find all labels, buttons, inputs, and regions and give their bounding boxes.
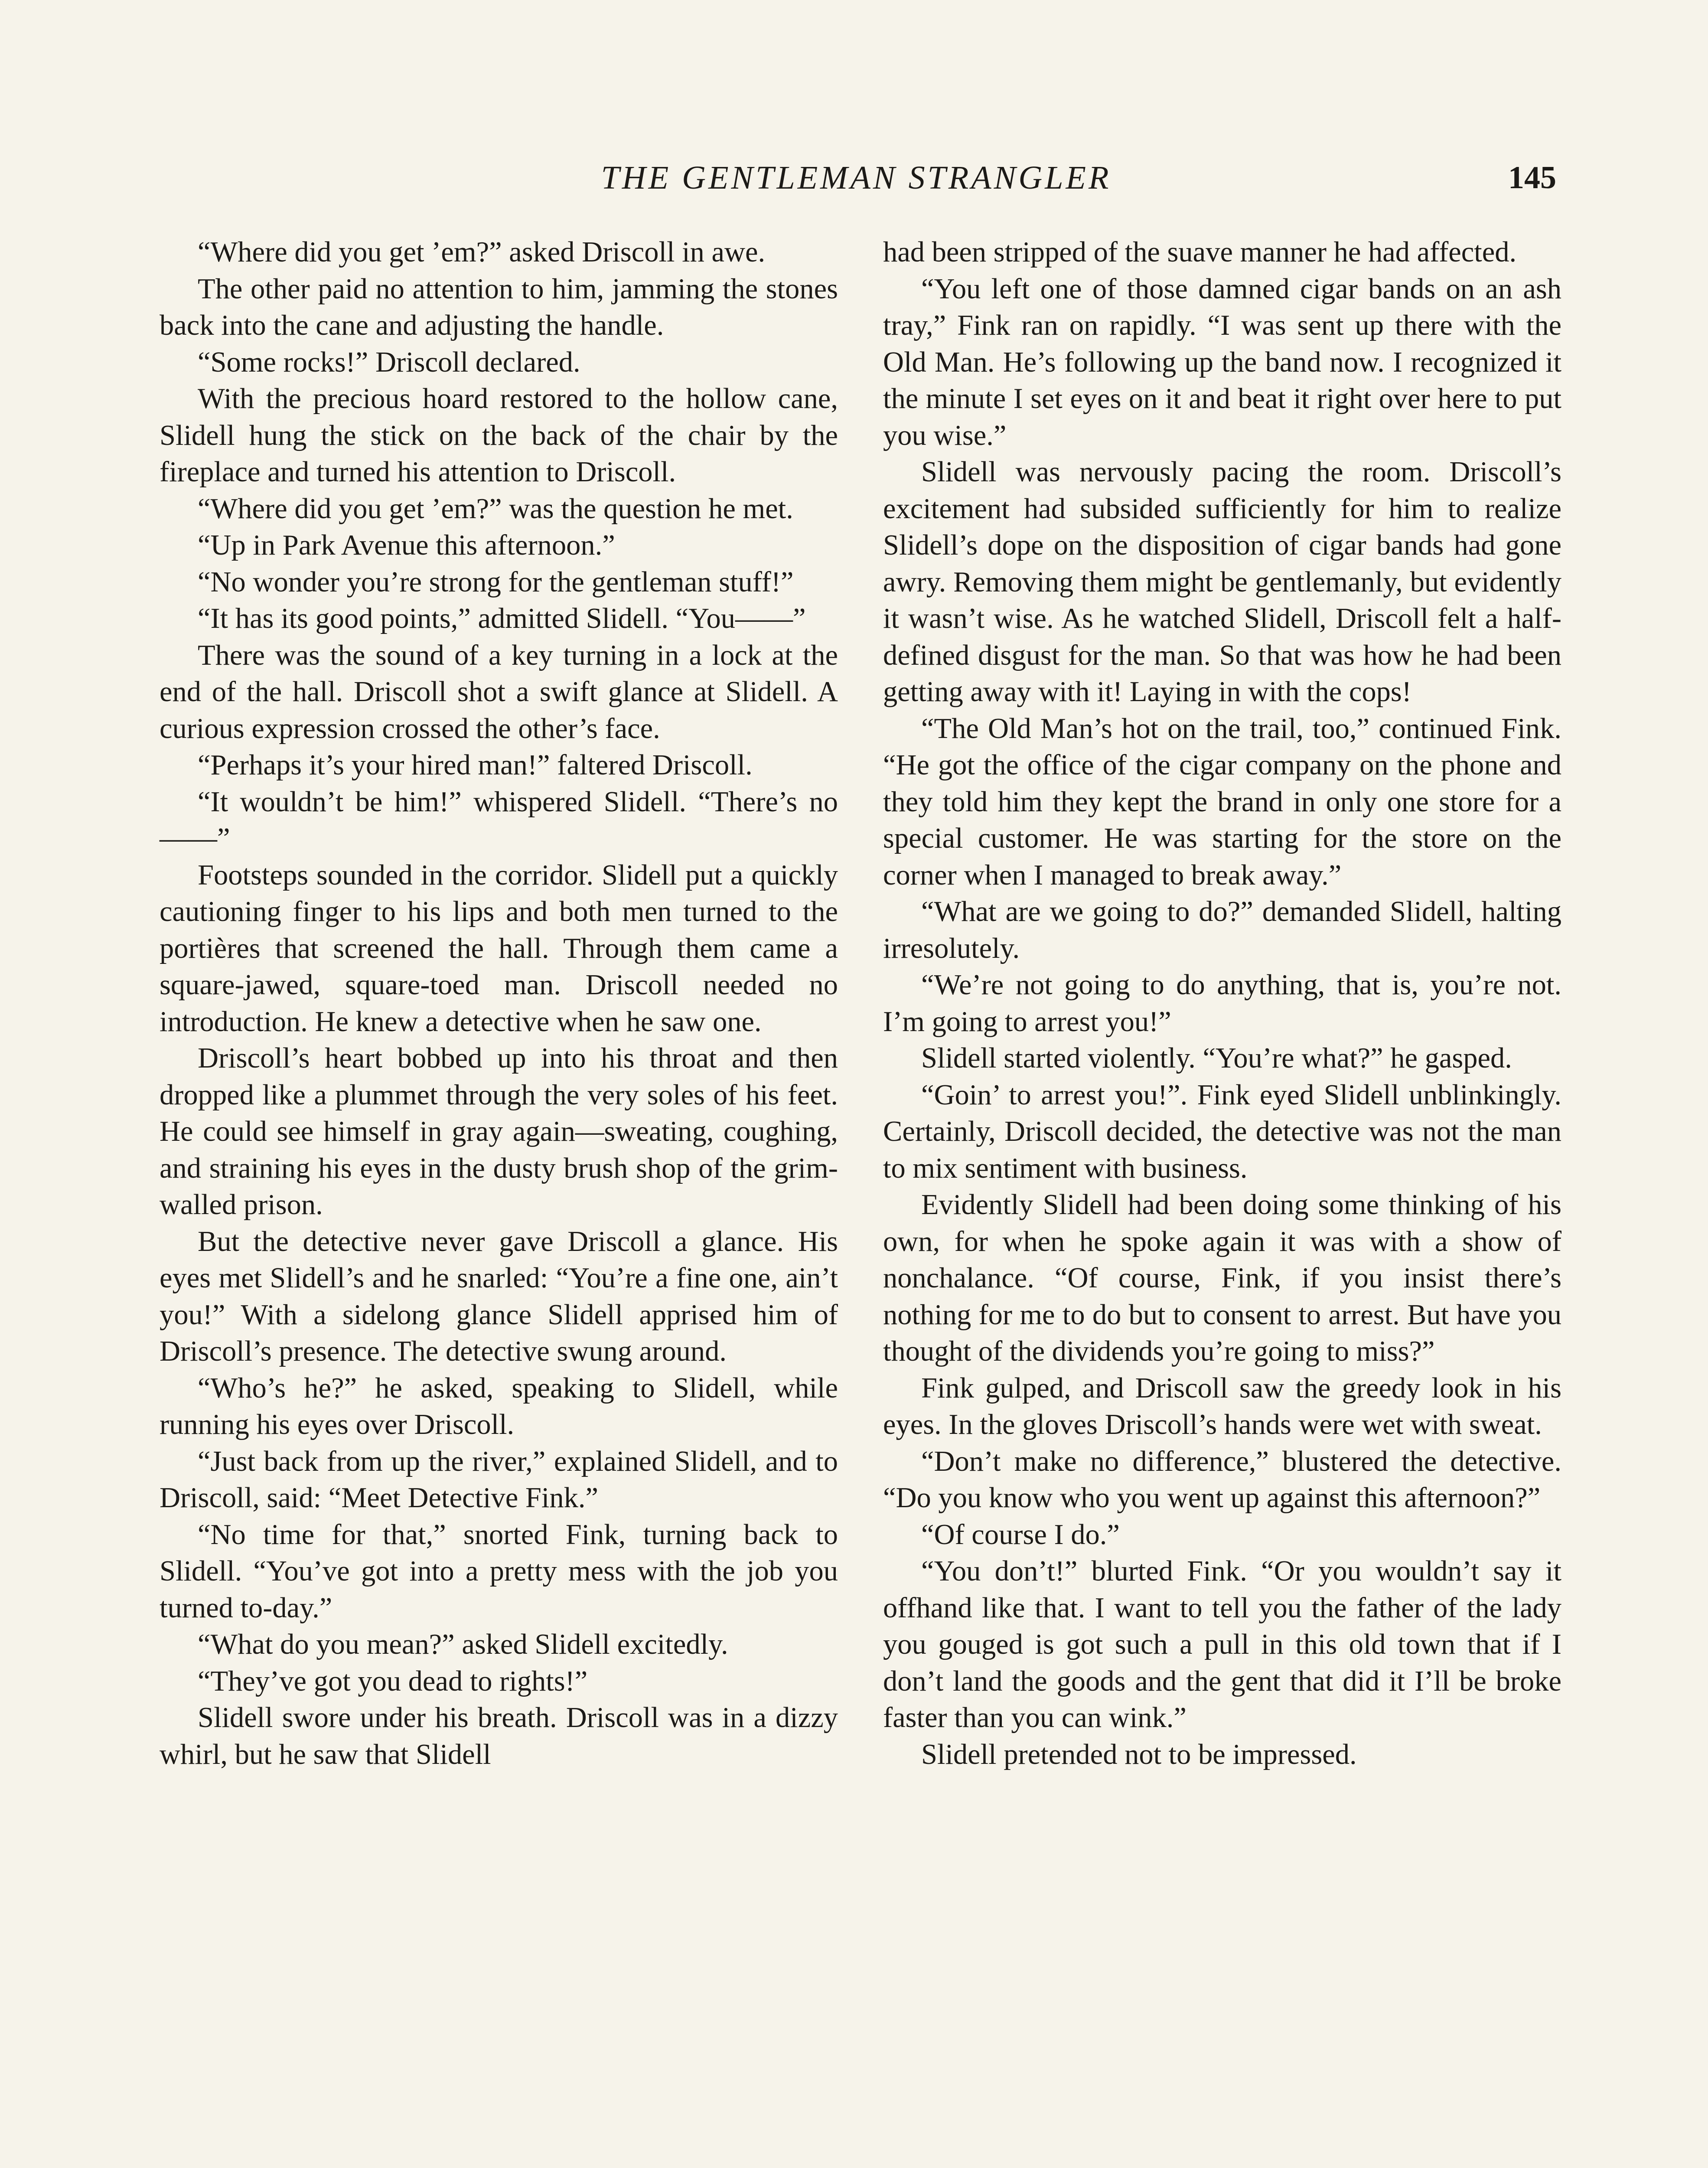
paragraph: “The Old Man’s hot on the trail, too,” continued Fink. “He got the office of the cigar company on the phone and they told him they kept the brand in only one store for a special customer. He was starting for the store on the corner when I managed to break away.” — [883, 712, 1561, 891]
paragraph: “Some rocks!” Driscoll declared. — [198, 346, 580, 378]
paragraph: “Of course I do.” — [921, 1518, 1120, 1551]
paragraph: “They’ve got you dead to rights!” — [198, 1665, 588, 1697]
paragraph: Slidell pretended not to be impressed. — [921, 1738, 1357, 1770]
paragraph: “What are we going to do?” demanded Slidell, halting irresolutely. — [883, 896, 1561, 964]
paragraph: “It has its good points,” admitted Slidell. “You——” — [198, 603, 806, 634]
paragraph: “Just back from up the river,” explained Slidell, and to Driscoll, said: “Meet Detective Fink.” — [160, 1445, 838, 1514]
paragraph: Slidell started violently. “You’re what?” he gasped. — [921, 1042, 1512, 1074]
paragraph: “We’re not going to do anything, that is, you’re not. I’m going to arrest you!” — [883, 969, 1561, 1038]
paragraph: had been stripped of the suave manner he had affected. — [883, 236, 1517, 268]
paragraph: “Goin’ to arrest you!”. Fink eyed Slidell unblinkingly. Certainly, Driscoll decided, the detective was not the man to mix sentiment with business. — [883, 1079, 1561, 1184]
paragraph: Footsteps sounded in the corridor. Slidell put a quickly cautioning finger to his lips and both men turned to the portières that screened the hall. Through them came a square-jawed, square-toed man. Driscoll needed no introduction. He knew a detective when he saw one. — [160, 859, 838, 1038]
paragraph: “You left one of those damned cigar bands on an ash tray,” Fink ran on rapidly. “I was sent up there with the Old Man. He’s following up the band now. I recognized it the minute I set eyes on it and beat it right over here to put you wise.” — [883, 273, 1561, 451]
left-column — [160, 234, 838, 1773]
paragraph: But the detective never gave Driscoll a glance. His eyes met Slidell’s and he snarled: “You’re a fine one, ain’t you!” With a sidelong glance Slidell apprised him of Driscoll’s presence. The detective swung around. — [160, 1225, 838, 1367]
paragraph: “Up in Park Avenue this afternoon.” — [198, 529, 615, 561]
page-header — [156, 154, 1556, 202]
paragraph: “Where did you get ’em?” was the question he met. — [198, 493, 793, 525]
paragraph: “Perhaps it’s your hired man!” faltered Driscoll. — [198, 749, 753, 781]
paragraph: “It wouldn’t be him!” whispered Slidell. “There’s no——” — [160, 786, 838, 854]
paragraph: “You don’t!” blurted Fink. “Or you wouldn’t say it offhand like that. I want to tell you the father of the lady you gouged is got such a pull in this old town that if I don’t land the goods and the gent that did it I’ll be broke faster than you can wink.” — [883, 1555, 1561, 1734]
paragraph: The other paid no attention to him, jamming the stones back into the cane and adjusting the handle. — [160, 273, 838, 341]
page-number: 145 — [1508, 160, 1556, 196]
paragraph: “Where did you get ’em?” asked Driscoll in awe. — [198, 236, 766, 268]
paragraph: “Don’t make no difference,” blustered the detective. “Do you know who you went up against this afternoon?” — [883, 1445, 1561, 1514]
paragraph: “No wonder you’re strong for the gentleman stuff!” — [198, 566, 794, 598]
paragraph: “Who’s he?” he asked, speaking to Slidell, while running his eyes over Driscoll. — [160, 1372, 838, 1440]
paragraph: Driscoll’s heart bobbed up into his throat and then dropped like a plummet through the very soles of his feet. He could see himself in gray again—sweating, coughing, and straining his eyes in the dusty brush shop of the grim-walled prison. — [160, 1042, 838, 1221]
running-title: THE GENTLEMAN STRANGLER — [601, 160, 1112, 196]
paragraph: Slidell was nervously pacing the room. Driscoll’s excitement had subsided sufficiently for him to realize Slidell’s dope on the disposition of cigar bands had gone awry. Removing them might be gentlemanly, but evidently it wasn’t wise. As he watched Slidell, Driscoll felt a half-defined disgust for the man. So that was how he had been getting away with it! Laying in with the cops! — [883, 456, 1561, 708]
paragraph: There was the sound of a key turning in a lock at the end of the hall. Driscoll shot a swift glance at Slidell. A curious expression crossed the other’s face. — [160, 639, 838, 744]
paragraph: With the precious hoard restored to the hollow cane, Slidell hung the stick on the back of the chair by the fireplace and turned his attention to Driscoll. — [160, 383, 838, 488]
paragraph: “No time for that,” snorted Fink, turning back to Slidell. “You’ve got into a pretty mess with the job you turned to-day.” — [160, 1518, 838, 1624]
paragraph: Fink gulped, and Driscoll saw the greedy look in his eyes. In the gloves Driscoll’s hands were wet with sweat. — [883, 1372, 1561, 1440]
paragraph: “What do you mean?” asked Slidell excitedly. — [198, 1629, 728, 1660]
paragraph: Slidell swore under his breath. Driscoll was in a dizzy whirl, but he saw that Slidell — [160, 1702, 838, 1770]
right-column — [883, 234, 1561, 1773]
paragraph: Evidently Slidell had been doing some thinking of his own, for when he spoke again it was with a show of nonchalance. “Of course, Fink, if you insist there’s nothing for me to do but to consent to arrest. But have you thought of the dividends you’re going to miss?” — [883, 1189, 1561, 1367]
